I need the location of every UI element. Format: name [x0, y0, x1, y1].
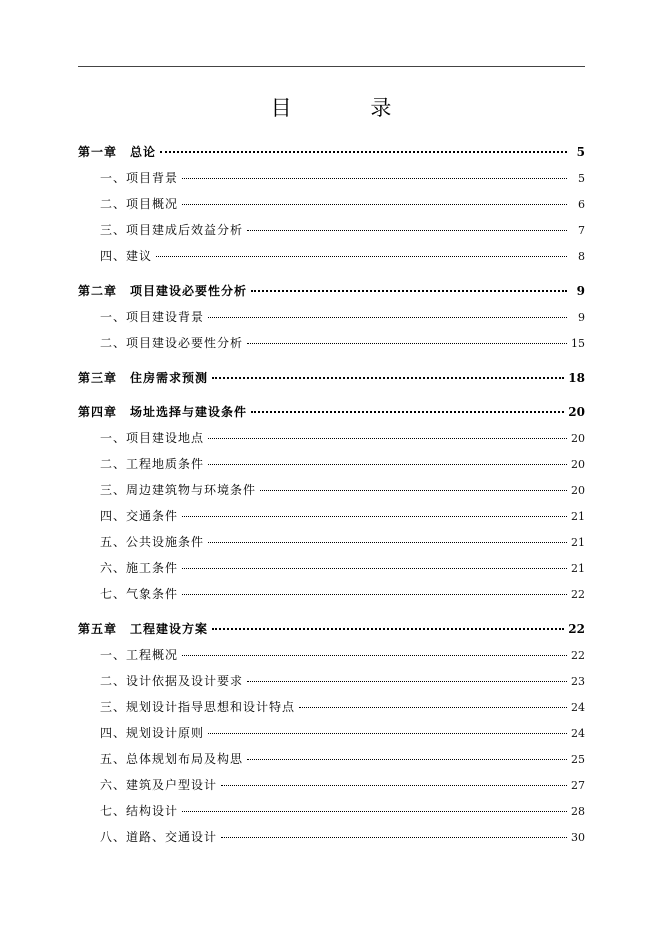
toc-page-number: 21: [571, 510, 585, 523]
toc-section[interactable]: [78, 506, 585, 526]
toc-page-number: 27: [571, 779, 585, 792]
toc-leader: [156, 256, 567, 257]
toc-section[interactable]: [78, 220, 585, 240]
toc-leader: [251, 290, 567, 292]
toc-leader: [208, 542, 567, 543]
toc-page-number: 20: [571, 484, 585, 497]
toc-chapter[interactable]: [78, 142, 585, 162]
toc-leader: [299, 707, 567, 708]
toc-entry-text: 第四章 场址选择与建设条件: [78, 405, 248, 419]
toc-page-number: 28: [571, 805, 585, 818]
toc-leader: [182, 568, 567, 569]
toc-entry-text: 六、建筑及户型设计: [100, 778, 218, 792]
toc-page-number: 8: [578, 250, 585, 263]
toc-leader: [208, 464, 567, 465]
toc-entry-text: 八、道路、交通设计: [100, 830, 218, 844]
toc-page-number: 15: [571, 337, 585, 350]
toc-section[interactable]: [78, 428, 585, 448]
toc-section[interactable]: [78, 454, 585, 474]
toc-page-number: 22: [571, 588, 585, 601]
toc-page-number: 9: [576, 284, 585, 298]
toc-chapter[interactable]: [78, 402, 585, 422]
toc-chapter[interactable]: [78, 619, 585, 639]
toc-page-number: 9: [578, 311, 585, 324]
toc-section[interactable]: [78, 558, 585, 578]
toc-page-number: 18: [568, 371, 585, 385]
toc-page-number: 24: [571, 701, 585, 714]
toc-entry-text: 二、项目建设必要性分析: [100, 336, 244, 350]
toc-leader: [182, 594, 567, 595]
toc-entry-text: 一、工程概况: [100, 648, 179, 662]
toc-leader: [160, 151, 567, 153]
toc-leader: [182, 516, 567, 517]
toc-section[interactable]: [78, 827, 585, 847]
toc-section[interactable]: [78, 645, 585, 665]
toc-leader: [182, 811, 567, 812]
toc-section[interactable]: [78, 333, 585, 353]
toc-entry-text: 第三章 住房需求预测: [78, 371, 209, 385]
toc-section[interactable]: [78, 584, 585, 604]
toc-section[interactable]: [78, 749, 585, 769]
toc-page-number: 21: [571, 562, 585, 575]
toc-leader: [208, 438, 567, 439]
toc-section[interactable]: [78, 671, 585, 691]
toc-leader: [208, 733, 567, 734]
toc-entry-text: 第一章 总论: [78, 145, 157, 159]
toc-leader: [247, 230, 567, 231]
toc-leader: [221, 837, 567, 838]
toc-leader: [247, 681, 567, 682]
toc-entry-text: 第五章 工程建设方案: [78, 622, 209, 636]
toc-leader: [208, 317, 567, 318]
toc-entry-text: 一、项目建设地点: [100, 431, 205, 445]
toc-page-number: 5: [576, 145, 585, 159]
toc-entry-text: 三、项目建成后效益分析: [100, 223, 244, 237]
toc-entry-text: 四、交通条件: [100, 509, 179, 523]
toc-section[interactable]: [78, 194, 585, 214]
toc-entry-text: 三、规划设计指导思想和设计特点: [100, 700, 296, 714]
toc-section[interactable]: [78, 532, 585, 552]
toc-leader: [251, 411, 564, 413]
toc-page-number: 22: [571, 649, 585, 662]
toc-entry-text: 二、工程地质条件: [100, 457, 205, 471]
toc-entry-text: 四、建议: [100, 249, 153, 263]
toc-section[interactable]: [78, 801, 585, 821]
toc-section[interactable]: [78, 246, 585, 266]
toc-page-number: 30: [571, 831, 585, 844]
toc-section[interactable]: [78, 168, 585, 188]
toc-entry-text: 一、项目建设背景: [100, 310, 205, 324]
toc-leader: [182, 204, 567, 205]
toc-section[interactable]: [78, 480, 585, 500]
toc-entry-text: 七、结构设计: [100, 804, 179, 818]
toc-chapter[interactable]: [78, 368, 585, 388]
toc-section[interactable]: [78, 697, 585, 717]
toc-page-number: 24: [571, 727, 585, 740]
toc-entry-text: 第二章 项目建设必要性分析: [78, 284, 248, 298]
toc-leader: [182, 178, 567, 179]
toc-leader: [247, 759, 567, 760]
header-rule: [78, 66, 585, 67]
toc-section[interactable]: [78, 307, 585, 327]
toc-entry-text: 二、项目概况: [100, 197, 179, 211]
toc-entry-text: 一、项目背景: [100, 171, 179, 185]
toc-page-number: 25: [571, 753, 585, 766]
toc-page-number: 22: [568, 622, 585, 636]
toc-section[interactable]: [78, 723, 585, 743]
toc-leader: [212, 377, 564, 379]
toc-leader: [182, 655, 567, 656]
toc-leader: [260, 490, 567, 491]
toc-entry-text: 七、气象条件: [100, 587, 179, 601]
toc-chapter[interactable]: [78, 281, 585, 301]
toc-entry-text: 五、公共设施条件: [100, 535, 205, 549]
toc-page-number: 23: [571, 675, 585, 688]
toc-entry-text: 二、设计依据及设计要求: [100, 674, 244, 688]
toc-leader: [212, 628, 564, 630]
toc-section[interactable]: [78, 775, 585, 795]
toc-entry-text: 五、总体规划布局及构思: [100, 752, 244, 766]
toc-page-number: 5: [578, 172, 585, 185]
toc-entry-text: 四、规划设计原则: [100, 726, 205, 740]
toc-page-number: 20: [571, 432, 585, 445]
toc-page-number: 21: [571, 536, 585, 549]
toc-page-number: 20: [568, 405, 585, 419]
toc-leader: [221, 785, 567, 786]
toc-entry-text: 三、周边建筑物与环境条件: [100, 483, 257, 497]
toc-page-number: 7: [578, 224, 585, 237]
toc-page-number: 20: [571, 458, 585, 471]
toc-page-number: 6: [578, 198, 585, 211]
toc-entry-text: 六、施工条件: [100, 561, 179, 575]
toc-leader: [247, 343, 567, 344]
page-title: 目 录: [270, 96, 428, 120]
